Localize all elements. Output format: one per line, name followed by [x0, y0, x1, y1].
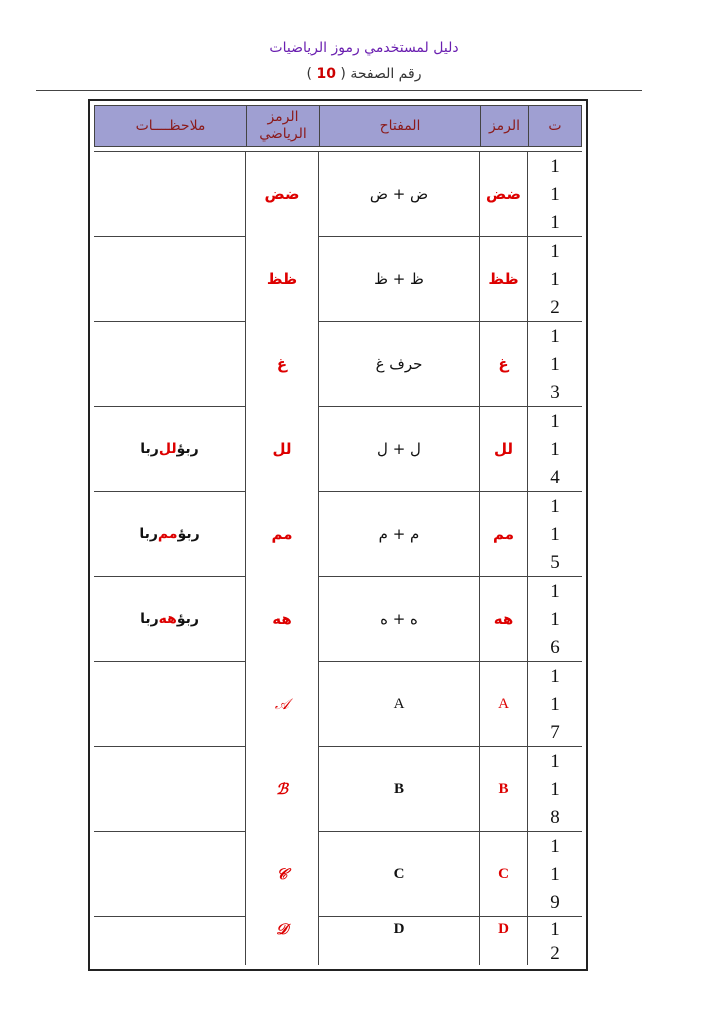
row-math-symbol: هه	[272, 610, 292, 628]
row-symbol: A	[498, 695, 509, 712]
row-number: 1 1 2	[550, 240, 560, 318]
row-math-symbol: لل	[272, 440, 292, 458]
table-row	[94, 237, 582, 321]
page-number: 10	[316, 66, 336, 82]
row-key: B	[393, 780, 404, 797]
row-key: م + م	[378, 525, 420, 543]
row-math-symbol: ظظ	[266, 270, 298, 288]
row-note	[94, 832, 245, 916]
row-note	[94, 662, 245, 746]
table-row	[94, 747, 582, 831]
page-close-paren: )	[306, 66, 312, 82]
table-body	[94, 151, 582, 965]
table-row	[94, 662, 582, 746]
table-row	[94, 832, 582, 916]
row-note	[94, 747, 245, 831]
row-key: ض + ض	[369, 185, 429, 203]
row-key: ظ + ظ	[374, 270, 424, 288]
table-row	[94, 577, 582, 661]
row-key: ه + ه	[380, 610, 418, 628]
row-math-symbol: ℬ	[276, 780, 288, 798]
header-symbol: الرمز	[488, 117, 521, 134]
row-number: 1 1 3	[550, 325, 560, 403]
row-number: 1 1 7	[550, 665, 560, 743]
row-note: ربؤ لل ربا	[140, 441, 199, 457]
row-key: حرف غ	[375, 355, 423, 373]
row-note: ربؤ هه ربا	[140, 611, 199, 627]
symbols-table	[88, 99, 588, 971]
row-math-symbol: مم	[271, 525, 293, 543]
header-notes: ملاحظــــات	[135, 117, 206, 134]
page-label: رقم الصفحة	[350, 66, 422, 82]
page-number-group	[307, 66, 346, 82]
header-math-symbol	[247, 106, 319, 146]
row-symbol: C	[498, 865, 509, 882]
row-number: 1 1 8	[550, 750, 560, 828]
table-row	[94, 492, 582, 576]
row-number: 1 1 4	[550, 410, 560, 488]
row-math-symbol: 𝒟	[276, 920, 288, 938]
table-header-row	[94, 105, 582, 147]
table-row	[94, 917, 582, 965]
row-symbol: ضض	[486, 185, 521, 203]
row-math-symbol: غ	[276, 355, 288, 373]
header-divider	[36, 90, 642, 91]
row-symbol: غ	[498, 355, 509, 373]
row-note	[94, 152, 245, 236]
row-number: 1 1 9	[550, 835, 560, 913]
row-note	[94, 322, 245, 406]
row-math-symbol: 𝒞	[276, 865, 288, 883]
row-symbol: ظظ	[488, 270, 519, 288]
row-number: 1 1 1	[550, 155, 560, 233]
row-symbol: D	[498, 920, 509, 937]
row-number: 1 1 6	[550, 580, 560, 658]
page-number-line	[0, 66, 728, 82]
row-key: A	[393, 695, 405, 712]
table-row	[94, 407, 582, 491]
row-key: C	[393, 865, 405, 882]
table-row	[94, 322, 582, 406]
row-number: 1 2	[550, 918, 560, 964]
row-note	[94, 917, 245, 965]
table-row	[94, 152, 582, 236]
row-key: D	[393, 920, 405, 937]
page-open-paren: (	[340, 66, 346, 82]
header-num: ت	[548, 117, 562, 134]
row-symbol: هه	[493, 610, 514, 628]
row-symbol: لل	[493, 440, 514, 458]
row-note	[94, 237, 245, 321]
row-math-symbol: ضض	[264, 185, 300, 203]
row-key: ل + ل	[377, 440, 421, 458]
header-key: المفتاح	[379, 117, 421, 134]
row-symbol: مم	[492, 525, 515, 543]
document-title: دليل لمستخدمي رموز الرياضيات	[269, 40, 459, 56]
row-math-symbol: 𝒜	[274, 695, 290, 713]
row-note: ربؤ مم ربا	[139, 526, 200, 542]
row-number: 1 1 5	[550, 495, 560, 573]
header-math-symbol-line2: الرياضي	[259, 126, 307, 142]
header-math-symbol-line1: الرمز	[267, 109, 299, 126]
row-symbol: B	[498, 780, 509, 797]
